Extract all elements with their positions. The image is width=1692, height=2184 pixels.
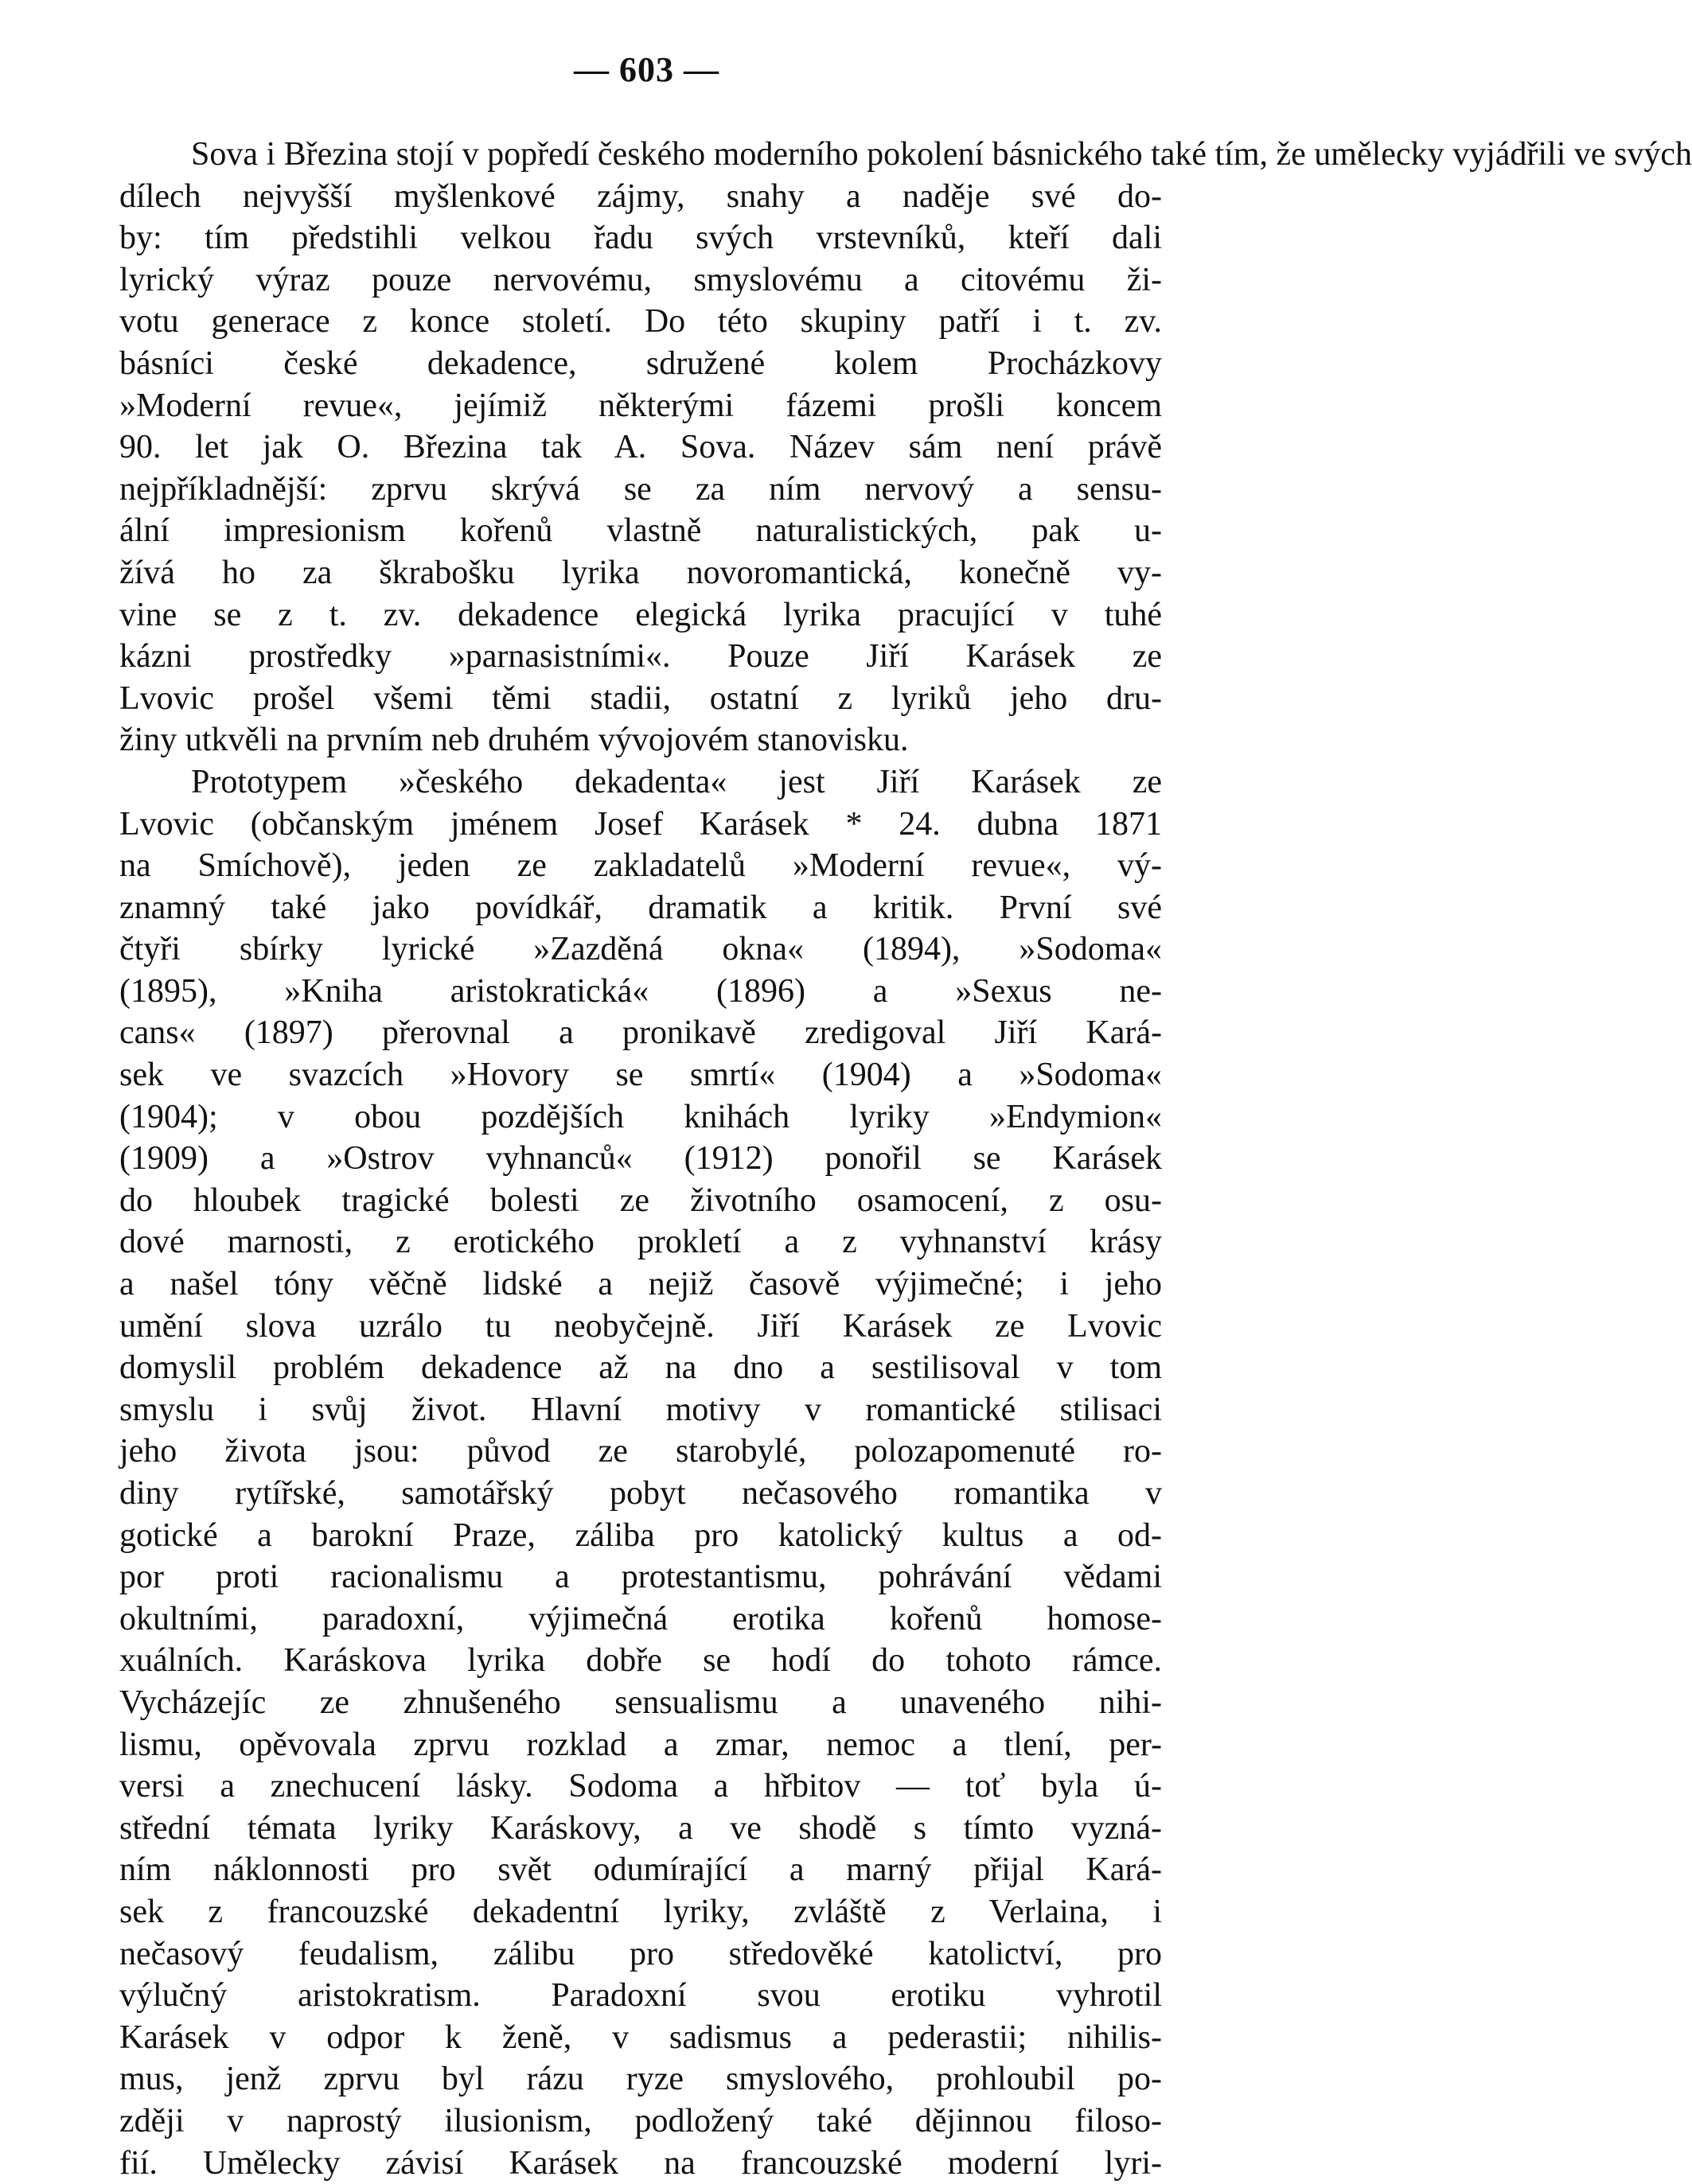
text-line: okultními, paradoxní, výjimečná erotika kořenů homose- [119,1598,1162,1641]
text-line: Lvovic prošel všemi těmi stadii, ostatní z lyriků jeho dru- [119,678,1162,720]
text-line: výlučný aristokratism. Paradoxní svou erotiku vyhrotil [119,1975,1162,2017]
text-line: cans« (1897) přerovnal a pronikavě zredigoval Jiří Kará- [119,1012,1162,1054]
text-line: umění slova uzrálo tu neobyčejně. Jiří Karásek ze Lvovic [119,1306,1162,1348]
text-line: znamný také jako povídkář, dramatik a kritik. První své [119,887,1162,929]
text-line: Vycházejíc ze zhnušeného sensualismu a unaveného nihi- [119,1682,1162,1724]
text-line: jeho života jsou: původ ze starobylé, polozapomenuté ro- [119,1431,1162,1473]
text-line: dílech nejvyšší myšlenkové zájmy, snahy a naděje své do- [119,176,1162,218]
text-line: střední témata lyriky Karáskovy, a ve shodě s tímto vyzná- [119,1808,1162,1850]
text-line: do hloubek tragické bolesti ze životního osamocení, z osu- [119,1180,1162,1222]
text-line: (1909) a »Ostrov vyhnanců« (1912) ponořil se Karásek [119,1138,1162,1180]
text-line: nejpříkladnější: zprvu skrývá se za ním nervový a sensu- [119,469,1162,511]
text-line: Sova i Březina stojí v popředí českého moderního pokolení básnického také tím, že umělecky vyjádřili ve svých [119,134,1162,176]
text-line: lismu, opěvovala zprvu rozklad a zmar, nemoc a tlení, per- [119,1724,1162,1766]
text-line: Karásek v odpor k ženě, v sadismus a pederastii; nihilis- [119,2017,1162,2059]
text-line: 90. let jak O. Březina tak A. Sova. Název sám není právě [119,426,1162,469]
page-number: — 603 — [0,46,1293,94]
text-line: Lvovic (občanským jménem Josef Karásek * 24. dubna 1871 [119,804,1162,846]
body-text [119,134,1162,2184]
text-line: dové marnosti, z erotického prokletí a z vyhnanství krásy [119,1221,1162,1263]
text-line: sek ve svazcích »Hovory se smrtí« (1904) a »Sodoma« [119,1054,1162,1096]
text-line: gotické a barokní Praze, záliba pro katolický kultus a od- [119,1515,1162,1557]
text-line: vine se z t. zv. dekadence elegická lyrika pracující v tuhé [119,594,1162,637]
text-line: nečasový feudalism, zálibu pro středověké katolictví, pro [119,1933,1162,1976]
text-line: lyrický výraz pouze nervovému, smyslovému a citovému ži- [119,259,1162,302]
text-line: by: tím předstihli velkou řadu svých vrstevníků, kteří dali [119,217,1162,259]
text-line: kázni prostředky »parnasistními«. Pouze Jiří Karásek ze [119,636,1162,678]
text-line: žiny utkvěli na prvním neb druhém vývojovém stanovisku. [119,719,1162,761]
text-line: versi a znechucení lásky. Sodoma a hřbitov — toť byla ú- [119,1765,1162,1808]
text-line: fií. Umělecky závisí Karásek na francouzské moderní lyri- [119,2143,1162,2184]
text-line: (1904); v obou pozdějších knihách lyriky »Endymion« [119,1096,1162,1139]
text-line: Prototypem »českého dekadenta« jest Jiří Karásek ze [119,761,1162,804]
text-line: čtyři sbírky lyrické »Zazděná okna« (1894), »Sodoma« [119,928,1162,971]
text-line: sek z francouzské dekadentní lyriky, zvláště z Verlaina, i [119,1891,1162,1933]
text-line: ální impresionism kořenů vlastně naturalistických, pak u- [119,510,1162,552]
text-line: »Moderní revue«, jejímiž některými fázemi prošli koncem [119,385,1162,427]
text-line: žívá ho za škrabošku lyrika novoromantická, konečně vy- [119,552,1162,594]
text-line: ním náklonnosti pro svět odumírající a marný přijal Kará- [119,1849,1162,1891]
text-line: na Smíchově), jeden ze zakladatelů »Moderní revue«, vý- [119,845,1162,887]
text-line: diny rytířské, samotářský pobyt nečasového romantika v [119,1473,1162,1515]
text-line: zději v naprostý ilusionism, podložený také dějinnou filoso- [119,2100,1162,2143]
text-line: por proti racionalismu a protestantismu, pohrávání vědami [119,1556,1162,1598]
text-line: domyslil problém dekadence až na dno a sestilisoval v tom [119,1347,1162,1389]
text-line: mus, jenž zprvu byl rázu ryze smyslového, prohloubil po- [119,2058,1162,2100]
text-line: xuálních. Karáskova lyrika dobře se hodí do tohoto rámce. [119,1640,1162,1682]
text-line: smyslu i svůj život. Hlavní motivy v romantické stilisaci [119,1389,1162,1431]
text-line: votu generace z konce století. Do této skupiny patří i t. zv. [119,301,1162,343]
text-line: a našel tóny věčně lidské a nejiž časově výjimečné; i jeho [119,1263,1162,1306]
text-line: (1895), »Kniha aristokratická« (1896) a »Sexus ne- [119,971,1162,1013]
text-line: básníci české dekadence, sdružené kolem Procházkovy [119,343,1162,385]
